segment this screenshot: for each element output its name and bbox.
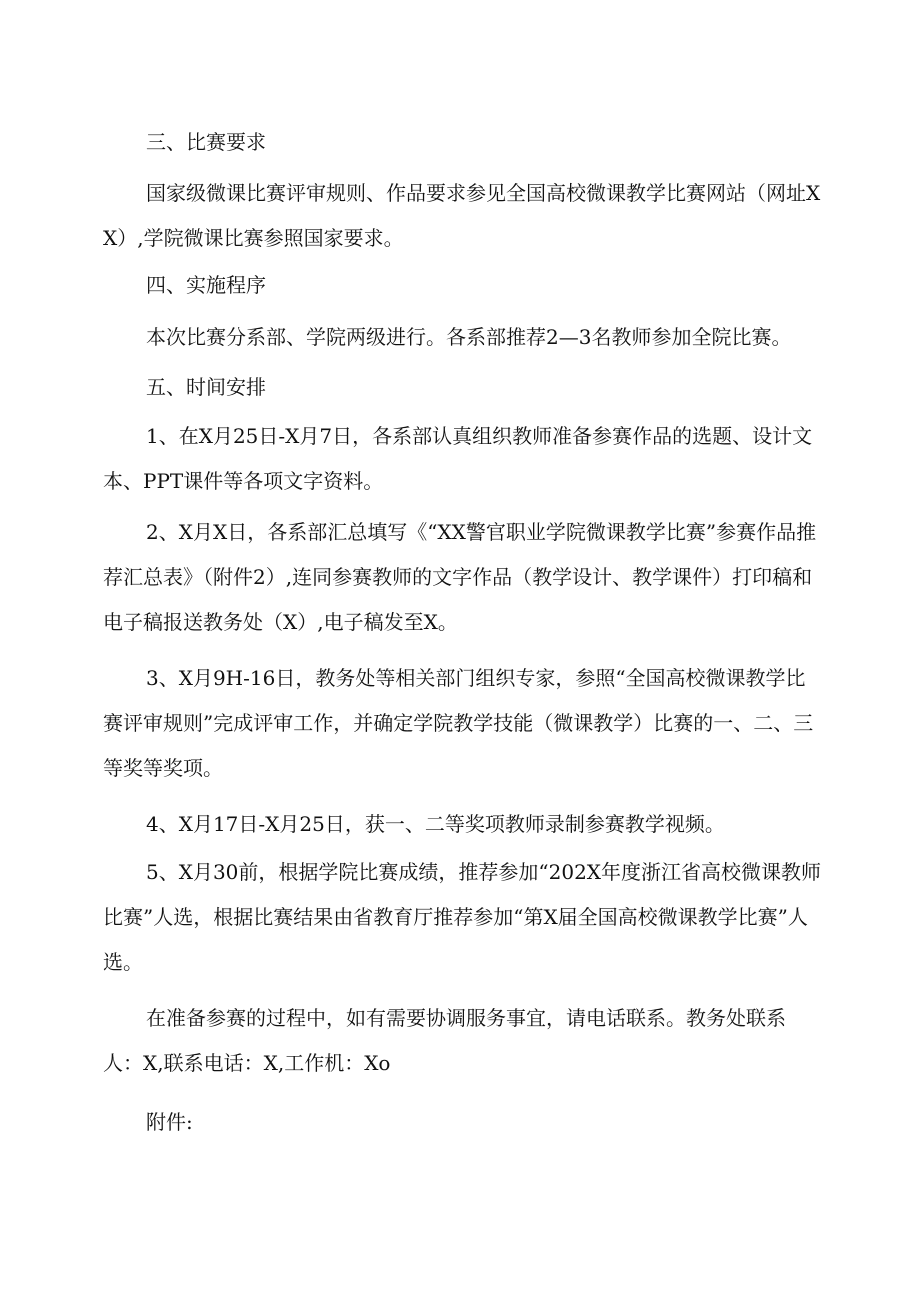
section-4-body: 本次比赛分系部、学院两级进行。各系部推荐2—3名教师参加全院比赛。 [146, 325, 792, 349]
section-3-heading: 三、比赛要求 [146, 130, 266, 154]
schedule-item-4: 4、X月17日-X月25日，获一、二等奖项教师录制参赛教学视频。 [146, 812, 725, 836]
schedule-item-2: 2、X月X日，各系部汇总填写《“XX警官职业学院微课教学比赛”参赛作品推荐汇总表》（附件2）,连同参赛教师的文字作品（教学设计、教学课件）打印稿和电子稿报送教务处（X）,电子稿发至X。 [103, 520, 817, 634]
schedule-item-1: 1、在X月25日-X月7日，各系部认真组织教师准备参赛作品的选题、设计文本、PPT课件等各项文字资料。 [103, 424, 813, 493]
schedule-item-3: 3、X月9H-16日，教务处等相关部门组织专家，参照“全国高校微课教学比赛评审规则”完成评审工作，并确定学院教学技能（微课教学）比赛的一、二、三等奖等奖项。 [103, 666, 814, 780]
section-4-heading: 四、实施程序 [146, 273, 266, 297]
section-3-body: 国家级微课比赛评审规则、作品要求参见全国高校微课教学比赛网站（网址XX）,学院微课比赛参照国家要求。 [103, 181, 821, 250]
attachment-label: 附件: [146, 1110, 193, 1134]
section-5-heading: 五、时间安排 [146, 375, 266, 399]
contact-paragraph: 在准备参赛的过程中，如有需要协调服务事宜，请电话联系。教务处联系人：X,联系电话：X,工作机：Xo [103, 1006, 786, 1075]
schedule-item-5: 5、X月30前，根据学院比赛成绩，推荐参加“202X年度浙江省高校微课教师比赛”人选，根据比赛结果由省教育厅推荐参加“第X届全国高校微课教学比赛”人选。 [103, 860, 822, 974]
